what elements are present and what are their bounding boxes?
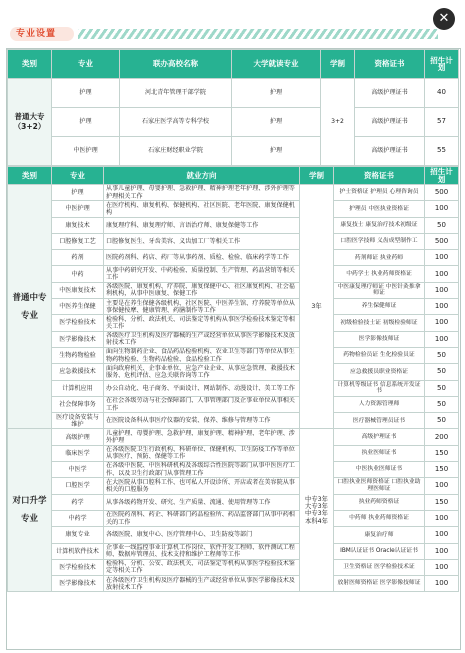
section-title: 专业设置	[16, 29, 57, 39]
plan-cell: 50	[425, 217, 459, 233]
direction-cell: 企事业一线监控事业计算机工作岗位、软件开发工程师、软件测试工程师、数据库管理员、技术支持和维护工程师等工作	[104, 543, 300, 559]
plan-cell: 100	[425, 266, 459, 282]
table-row	[8, 233, 459, 249]
major-cell: 护理	[52, 79, 120, 108]
cert-cell: IBM认证证书 Oracle认证证书	[334, 543, 425, 559]
plan-cell: 100	[425, 576, 459, 592]
header-cell: 招生计划	[425, 50, 459, 79]
category-cell: 普通中专专业	[8, 185, 52, 429]
table-row	[8, 250, 459, 266]
duration-cell: 3+2	[321, 79, 355, 166]
direction-cell: 儿童护理、母婴护理、急救护理、康复护理、精神护理、老年护理、涉外护理	[104, 429, 300, 445]
plan-cell: 40	[425, 79, 459, 108]
table-row	[8, 282, 459, 298]
cert-cell: 护士资格证 护理员 心理咨询员	[334, 185, 425, 201]
header-cell: 学制	[321, 50, 355, 79]
table-row	[8, 185, 459, 201]
univ-major-cell: 护理	[232, 79, 321, 108]
major-cell: 医学检验技术	[52, 559, 104, 575]
cert-cell: 高级护理证书	[334, 429, 425, 445]
plan-cell: 100	[425, 478, 459, 494]
plan-cell: 100	[425, 543, 459, 559]
cert-cell: 中医执业医师证书	[334, 462, 425, 478]
section-title-badge	[10, 27, 74, 41]
cert-cell: 中医康复理疗师证 中医针灸推拿师证	[334, 282, 425, 298]
cert-cell: 康复治疗师	[334, 527, 425, 543]
cert-cell: 养生保健师证	[334, 299, 425, 315]
major-cell: 高级护理	[52, 429, 104, 445]
direction-cell: 在医院药剂科、药企、科研部门药品检验所、药品监督部门从事中药相关的工作	[104, 510, 300, 526]
table-row	[8, 527, 459, 543]
table-row	[8, 494, 459, 510]
header-cell: 资格证书	[334, 167, 425, 185]
major-cell: 中医康复技术	[52, 282, 104, 298]
plan-cell: 100	[425, 331, 459, 347]
direction-cell: 在社会各级劳动与社会保障部门、人事管理部门及企事业单位从事相关工作	[104, 396, 300, 412]
cert-cell: 高级护理证书	[355, 79, 425, 108]
direction-cell: 主要是在养生保健各级机构、社区医院、中医养生馆、疗养院等单位从事保健按摩、健康管理、药膳制作等工作	[104, 299, 300, 315]
header-cell: 就业方向	[104, 167, 300, 185]
cert-cell: 执业药师资格证	[334, 494, 425, 510]
plan-cell: 50	[425, 413, 459, 429]
plan-cell: 100	[425, 250, 459, 266]
direction-cell: 康复理疗科、康复理疗师、言语治疗师、康复保健等工作	[104, 217, 300, 233]
major-cell: 医学影像技术	[52, 331, 104, 347]
major-cell: 计算机应用	[52, 380, 104, 396]
duration-cell: 3年	[300, 185, 334, 429]
univ-major-cell: 护理	[232, 137, 321, 166]
cert-cell: 护理员 中医执业资格证	[334, 201, 425, 217]
plan-cell: 50	[425, 364, 459, 380]
close-icon[interactable]: ✕	[433, 8, 455, 30]
plan-cell: 100	[425, 559, 459, 575]
college-program-table	[7, 49, 459, 166]
major-cell: 康复专业	[52, 527, 104, 543]
direction-cell: 检验科、分析、政法机关、司法鉴定等机构从事医学检验技术鉴定等相关工作	[104, 315, 300, 331]
direction-cell: 面向生物制药企业、食品药品检验机构、农业卫生等部门等单位从事生物药物检验、生物药品检验、食品检验工作	[104, 347, 300, 363]
direction-cell: 在大医院从事口腔科工作、也可私人开设诊所、开店或者在美容院从事相关的口腔服务	[104, 478, 300, 494]
major-cell: 药剂	[52, 250, 104, 266]
major-cell: 中医护理	[52, 137, 120, 166]
header-cell: 类别	[8, 167, 52, 185]
major-cell: 生物药物检验	[52, 347, 104, 363]
plan-cell: 100	[425, 201, 459, 217]
cert-cell: 应急救援员职业资格证	[334, 364, 425, 380]
major-cell: 中医养生保健	[52, 299, 104, 315]
table-row	[8, 413, 459, 429]
header-cell: 资格证书	[355, 50, 425, 79]
plan-cell: 50	[425, 347, 459, 363]
table-row	[8, 478, 459, 494]
table-row	[8, 201, 459, 217]
cert-cell: 医学影像技师证	[334, 331, 425, 347]
header-cell: 类别	[8, 50, 52, 79]
program-table-frame	[6, 48, 461, 650]
header-cell: 大学就读专业	[232, 50, 321, 79]
direction-cell: 在各级医疗卫生机构及医疗器械的生产或经营单位从事医学影像技术及放射技术工作	[104, 576, 300, 592]
cert-cell: 口腔医学技师 义齿成型制作工	[334, 233, 425, 249]
header-cell: 专业	[52, 167, 104, 185]
table-row	[8, 315, 459, 331]
cert-cell: 人力资源管理师	[334, 396, 425, 412]
table-row	[8, 543, 459, 559]
univ-major-cell: 护理	[232, 108, 321, 137]
cert-cell: 口腔执业医师资格证 口腔执业助理医师证	[334, 478, 425, 494]
cert-cell: 高级护理证书	[355, 137, 425, 166]
table1-header	[8, 50, 459, 79]
direction-cell: 口腔修复医生、牙齿美容、义齿加工厂等相关工作	[104, 233, 300, 249]
plan-cell: 100	[425, 527, 459, 543]
plan-cell: 200	[425, 429, 459, 445]
major-cell: 临床医学	[52, 445, 104, 461]
major-cell: 护理	[52, 185, 104, 201]
secondary-program-table	[7, 166, 459, 592]
table-row	[8, 576, 459, 592]
major-cell: 口腔修复工艺	[52, 233, 104, 249]
table-row	[8, 347, 459, 363]
plan-cell: 100	[425, 299, 459, 315]
college-cell: 石家庄财经职业学院	[120, 137, 232, 166]
table-row	[8, 266, 459, 282]
decorative-stripes	[78, 29, 438, 39]
cert-cell: 执业医师证书	[334, 445, 425, 461]
cert-cell: 高级护理证书	[355, 108, 425, 137]
plan-cell: 100	[425, 510, 459, 526]
plan-cell: 100	[425, 282, 459, 298]
table-row	[8, 108, 459, 137]
plan-cell: 150	[425, 445, 459, 461]
major-cell: 护理	[52, 108, 120, 137]
table-row	[8, 299, 459, 315]
cert-cell: 药剂师证 执业药师	[334, 250, 425, 266]
direction-cell: 在各级中医院、中医科研机构及各级综合性医院等部门从事中医医疗工作、以及卫生行政部门从事管理工作	[104, 462, 300, 478]
plan-cell: 150	[425, 494, 459, 510]
table-row	[8, 137, 459, 166]
direction-cell: 在医疗机构、康复机构、保健机构、社区医院、老年医院、康复保健机构	[104, 201, 300, 217]
plan-cell: 55	[425, 137, 459, 166]
cert-cell: 初级检验技士证 初级检验师证	[334, 315, 425, 331]
table-row	[8, 380, 459, 396]
duration-cell: 中专3年 大专3年 中专3年 本科4年	[300, 429, 334, 592]
header-cell: 招生计划	[425, 167, 459, 185]
direction-cell: 办公自动化、电子商务、平面设计、网站制作、动漫设计、美工等工作	[104, 380, 300, 396]
major-cell: 应急救援技术	[52, 364, 104, 380]
cert-cell: 计算机等级证书 信息系统开发证书	[334, 380, 425, 396]
major-cell: 医学检验技术	[52, 315, 104, 331]
direction-cell: 各级医院、康复中心、医疗管理中心、卫生防疫等部门	[104, 527, 300, 543]
top-bar	[0, 0, 465, 26]
table-row	[8, 462, 459, 478]
table-row	[8, 331, 459, 347]
direction-cell: 各级医疗卫生机构及医疗器械的生产或经营单位从事医学影像技术及放射技术工作	[104, 331, 300, 347]
major-cell: 药学	[52, 494, 104, 510]
direction-cell: 在各级医院卫生行政机构、科研单位、保健机构、卫生防疫工作等单位从事医疗、预防、保健等工作	[104, 445, 300, 461]
cert-cell: 卫生资格证 医学检验技术证	[334, 559, 425, 575]
college-cell: 河北青年管理干部学院	[120, 79, 232, 108]
plan-cell: 500	[425, 233, 459, 249]
plan-cell: 57	[425, 108, 459, 137]
cert-cell: 医疗器械管理员证书	[334, 413, 425, 429]
direction-cell: 检验科、分析、公安、政法机关、司法鉴定等机构从事医学检验技术鉴定等相关工作	[104, 559, 300, 575]
direction-cell: 面向政府机关、企事业单位、应急产业企业、从事应急管理、救援技术服务、危机评估、应急关联咨询等工作	[104, 364, 300, 380]
major-cell: 计算机软件技术	[52, 543, 104, 559]
major-cell: 中医护理	[52, 201, 104, 217]
table-row	[8, 429, 459, 445]
major-cell: 康复技术	[52, 217, 104, 233]
major-cell: 医疗设备安装与维护	[52, 413, 104, 429]
major-cell: 医学影像技术	[52, 576, 104, 592]
table2-header	[8, 167, 459, 185]
major-cell: 口腔医学	[52, 478, 104, 494]
header-cell: 专业	[52, 50, 120, 79]
table-row	[8, 559, 459, 575]
direction-cell: 从事各级药物开发、研究、生产质量、流通、使用管理等工作	[104, 494, 300, 510]
cert-cell: 中药师 执业药师资格证	[334, 510, 425, 526]
direction-cell: 在医院设备科从事医疗仪器的安装、保养、维修与管理等工作	[104, 413, 300, 429]
table-row	[8, 79, 459, 108]
header-cell: 学制	[300, 167, 334, 185]
category-cell: 对口升学专业	[8, 429, 52, 592]
college-cell: 石家庄医学高等专科学校	[120, 108, 232, 137]
plan-cell: 150	[425, 462, 459, 478]
direction-cell: 医院药剂科、药店、药厂等从事药剂、质检、检验、临床药学等工作	[104, 250, 300, 266]
plan-cell: 100	[425, 315, 459, 331]
major-cell: 中药学	[52, 510, 104, 526]
direction-cell: 各级医院、康复机构、疗养院、康复保健中心、社区康复机构、社会福利机构，从事中医康复、保健工作	[104, 282, 300, 298]
table-row	[8, 217, 459, 233]
cert-cell: 中药学士 执业药师资格证	[334, 266, 425, 282]
table-row	[8, 510, 459, 526]
major-cell: 社会保障事务	[52, 396, 104, 412]
plan-cell: 500	[425, 185, 459, 201]
plan-cell: 50	[425, 380, 459, 396]
major-cell: 中医学	[52, 462, 104, 478]
plan-cell: 50	[425, 396, 459, 412]
cert-cell: 康复技士 康复治疗技术初级证	[334, 217, 425, 233]
cert-cell: 放射医师资格证 医学影像技师证	[334, 576, 425, 592]
header-cell: 联办高校名称	[120, 50, 232, 79]
table-row	[8, 396, 459, 412]
major-cell: 中药	[52, 266, 104, 282]
table-row	[8, 364, 459, 380]
direction-cell: 从事儿童护理、母婴护理、急救护理、精神护理老年护理、涉外护理等护理相关工作	[104, 185, 300, 201]
category-cell: 普通大专（3+2）	[8, 79, 52, 166]
direction-cell: 从事中药研究开发、中药检验、质量控制、生产管理、药品营销等相关工作	[104, 266, 300, 282]
table-row	[8, 445, 459, 461]
cert-cell: 药物检验员证 生化检验员证	[334, 347, 425, 363]
